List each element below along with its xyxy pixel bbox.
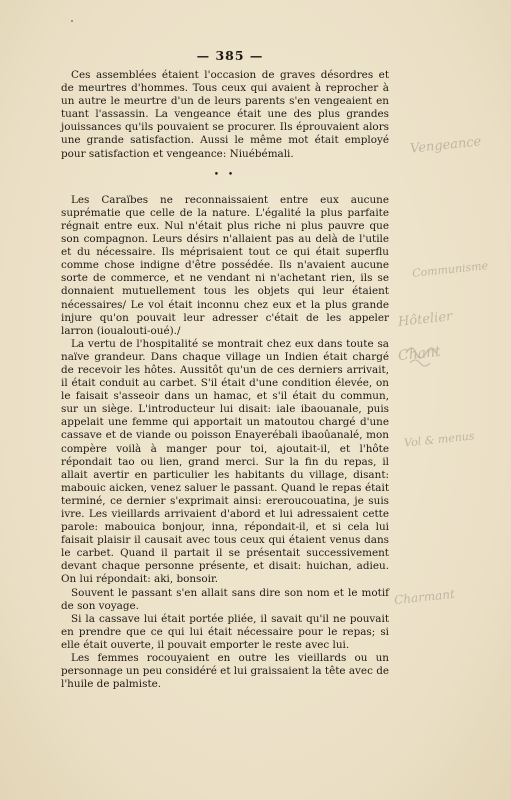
margin-note-charmant: Charmant (393, 586, 456, 608)
paragraph-vengeance: Ces assemblées étaient l'occasion de graves désordres et de meurtres d'hommes. Tous ceux qui avaient à reprocher à un autre le meurtre d'un de leurs parents s'en vengeaient en tuant l'assassin. La vengeance était une des plus grandes jouissances qu'ils pouvaient se procurer. Ils éprouvaient alors une grande satisfaction. Aussi le même mot était employé pour satisfaction et vengeance: Niuébémali. (61, 69, 389, 160)
paragraph-hospitality: La vertu de l'hospitalité se montrait chez eux dans toute sa naïve grandeur. Dans chaque village un Indien était chargé de recevoir les hôtes. Aussitôt qu'un de ces derniers arrivait, il était conduit au carbet. S'il était d'une condition élevée, on le faisait s'asseoir dans un hamac, et s'il était du commun, sur un siège. L'introducteur lui disait: iale ibaouanale, puis appelait une femme qui apportait un matoutou chargé d'une cassave et de viande ou poisson Enayerébali ibaoûanalé, mon compère voilà à manger pour toi, ajoutait-il, et l'hôte répondait tao ou lien, grand merci. Sur la fin du repas, il allait avertir en particulier les habitants du village, disant: mabouic aicken, venez saluer le passant. Quand le repas était terminé, ce dernier s'exprimait ainsi: ereroucouatina, je suis ivre. Les vieillards arrivaient d'abord et lui adressaient cette parole: mabouica bonjour, inna, répondait-il, et si cela lui faisait plaisir il causait avec tous ceux qui étaient venus dans le carbet. Quand il partait il se présentait successivement devant chaque personne présente, et disait: huichan, adieu. On lui répondait: aki, bonsoir. (61, 337, 389, 586)
paragraph-cassave: Si la cassave lui était portée pliée, il savait qu'il ne pouvait en prendre que ce qui lui était nécessaire pour le repas; si elle était ouverte, il pouvait emporter le reste avec lui. (61, 612, 389, 651)
page-number: — 385 — (196, 48, 264, 63)
margin-note-chant: Chant (397, 343, 442, 365)
section-separator: • • (213, 169, 237, 180)
paragraph-women: Les femmes rocouyaient en outre les vieillards ou un personnage un peu considéré et lui graissaient la tête avec de l'huile de palmiste. (61, 652, 389, 691)
margin-note-communisme: Communisme (411, 259, 489, 280)
margin-note-hotelier: Hôtelier (397, 309, 453, 330)
paragraph-passant: Souvent le passant s'en allait sans dire son nom et le motif de son voyage. (61, 586, 389, 612)
text-column (61, 69, 389, 691)
speck (71, 20, 73, 22)
paragraph-equality: Les Caraïbes ne reconnaissaient entre eux aucune suprématie que celle de la nature. L'égalité la plus parfaite régnait entre eux. Nul n'était plus riche ni plus pauvre que son compagnon. Leurs désirs n'allaient pas au delà de l'utile et du nécessaire. Ils méprisaient tout ce qui était superflu comme chose indigne d'être possédée. Ils n'avaient aucune sorte de commerce, et ne vendant ni n'achetant rien, ils se donnaient mutuellement tous les objets qui leur étaient nécessaires/ Le vol était inconnu chez eux et la plus grande injure qu'on pouvait leur adresser c'était de les appeler larron (ioualouti-oué)./ (61, 193, 389, 337)
margin-note-vol: Vol & menus (403, 429, 476, 450)
handwritten-scribble (402, 333, 442, 373)
margin-note-vengeance: Vengeance (409, 134, 482, 157)
